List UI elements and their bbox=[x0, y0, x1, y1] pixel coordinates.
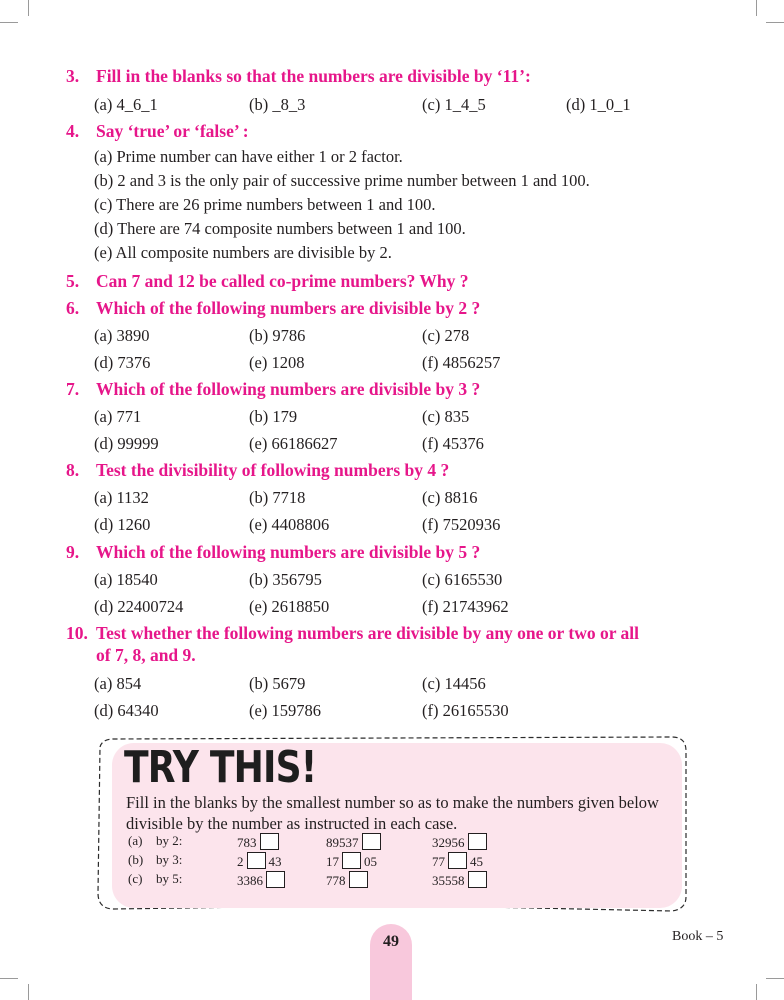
q6-option-b: (b) 9786 bbox=[249, 326, 306, 345]
q6-option-a: (a) 3890 bbox=[94, 326, 150, 345]
blank-box[interactable] bbox=[260, 833, 279, 850]
blank-box[interactable] bbox=[448, 852, 467, 869]
try-row-a-item-2: 89537 bbox=[326, 833, 384, 851]
crop-mark bbox=[766, 22, 784, 23]
crop-mark bbox=[766, 978, 784, 979]
q4-statement-d: (d) There are 74 composite numbers between 1 and 100. bbox=[94, 219, 466, 238]
q7-option-c: (c) 835 bbox=[422, 407, 470, 426]
q8-option-e: (e) 4408806 bbox=[249, 515, 330, 534]
page-number: 49 bbox=[383, 933, 399, 950]
crop-mark bbox=[756, 984, 757, 1000]
question-7-heading: 7. Which of the following numbers are divisible by 3 ? bbox=[66, 379, 481, 399]
try-row-a-item-1: 783 bbox=[237, 833, 282, 851]
q3-option-d: (d) 1_0_1 bbox=[566, 95, 631, 114]
crop-mark bbox=[0, 978, 18, 979]
q4-statement-c: (c) There are 26 prime numbers between 1 and 100. bbox=[94, 195, 436, 214]
blank-box[interactable] bbox=[468, 833, 487, 850]
try-row-b-by: by 3: bbox=[156, 852, 183, 867]
try-row-c-by: by 5: bbox=[156, 871, 183, 886]
crop-mark bbox=[0, 22, 18, 23]
try-row-a-label: (a) bbox=[128, 833, 143, 848]
blank-box[interactable] bbox=[342, 852, 361, 869]
try-row-b-label: (b) bbox=[128, 852, 144, 867]
q8-option-a: (a) 1132 bbox=[94, 488, 149, 507]
blank-box[interactable] bbox=[349, 871, 368, 888]
q7-option-b: (b) 179 bbox=[249, 407, 298, 426]
question-10-heading: 10. Test whether the following numbers are divisible by any one or two or all bbox=[66, 623, 640, 643]
q9-option-f: (f) 21743962 bbox=[422, 597, 509, 616]
q10-option-b: (b) 5679 bbox=[249, 674, 306, 693]
q9-option-e: (e) 2618850 bbox=[249, 597, 330, 616]
try-row-b-item-2: 17 05 bbox=[326, 854, 377, 869]
q10-option-a: (a) 854 bbox=[94, 674, 142, 693]
q8-option-f: (f) 7520936 bbox=[422, 515, 501, 534]
try-row-c-item-1: 3386 bbox=[237, 871, 288, 889]
q6-option-e: (e) 1208 bbox=[249, 353, 305, 372]
try-row-c-item-2: 778 bbox=[326, 871, 371, 889]
q10-option-e: (e) 159786 bbox=[249, 701, 321, 720]
q4-statement-a: (a) Prime number can have either 1 or 2 factor. bbox=[94, 147, 403, 166]
question-5-heading: 5. Can 7 and 12 be called co-prime numbers? Why ? bbox=[66, 271, 469, 291]
q7-option-d: (d) 99999 bbox=[94, 434, 159, 453]
try-row-a-by: by 2: bbox=[156, 833, 183, 848]
try-row-a-item-3: 32956 bbox=[432, 833, 490, 851]
q8-option-c: (c) 8816 bbox=[422, 488, 478, 507]
q9-option-a: (a) 18540 bbox=[94, 570, 158, 589]
question-8-heading: 8. Test the divisibility of following numbers by 4 ? bbox=[66, 460, 450, 480]
q10-option-c: (c) 14456 bbox=[422, 674, 486, 693]
q3-option-b: (b) _8_3 bbox=[249, 95, 306, 114]
blank-box[interactable] bbox=[468, 871, 487, 888]
q6-option-d: (d) 7376 bbox=[94, 353, 151, 372]
question-6-heading: 6. Which of the following numbers are divisible by 2 ? bbox=[66, 298, 481, 318]
try-row-b-item-1: 2 43 bbox=[237, 854, 282, 869]
q4-statement-e: (e) All composite numbers are divisible by 2. bbox=[94, 243, 392, 262]
q7-option-e: (e) 66186627 bbox=[249, 434, 338, 453]
book-label: Book – 5 bbox=[672, 929, 724, 944]
try-this-instruction: Fill in the blanks by the smallest number so as to make the numbers given below divisible by the number as instructed in each case. bbox=[126, 793, 659, 833]
q9-option-d: (d) 22400724 bbox=[94, 597, 184, 616]
blank-box[interactable] bbox=[247, 852, 266, 869]
q3-option-a: (a) 4_6_1 bbox=[94, 95, 158, 114]
question-3-heading: 3. Fill in the blanks so that the numbers are divisible by ‘11’: bbox=[66, 66, 531, 86]
blank-box[interactable] bbox=[362, 833, 381, 850]
q9-option-b: (b) 356795 bbox=[249, 570, 322, 589]
try-row-b-item-3: 77 45 bbox=[432, 854, 483, 869]
crop-mark bbox=[28, 0, 29, 16]
try-row-c-label: (c) bbox=[128, 871, 143, 886]
crop-mark bbox=[756, 0, 757, 16]
question-4-heading: 4. Say ‘true’ or ‘false’ : bbox=[66, 121, 249, 141]
q8-option-b: (b) 7718 bbox=[249, 488, 306, 507]
question-9-heading: 9. Which of the following numbers are divisible by 5 ? bbox=[66, 542, 481, 562]
try-row-c-item-3: 35558 bbox=[432, 871, 490, 889]
q9-option-c: (c) 6165530 bbox=[422, 570, 503, 589]
q7-option-a: (a) 771 bbox=[94, 407, 142, 426]
q6-option-f: (f) 4856257 bbox=[422, 353, 501, 372]
q3-option-c: (c) 1_4_5 bbox=[422, 95, 486, 114]
blank-box[interactable] bbox=[266, 871, 285, 888]
q10-option-f: (f) 26165530 bbox=[422, 701, 509, 720]
q6-option-c: (c) 278 bbox=[422, 326, 470, 345]
crop-mark bbox=[28, 984, 29, 1000]
q10-option-d: (d) 64340 bbox=[94, 701, 159, 720]
q7-option-f: (f) 45376 bbox=[422, 434, 484, 453]
question-10-heading-cont: of 7, 8, and 9. bbox=[96, 645, 196, 665]
q4-statement-b: (b) 2 and 3 is the only pair of successive prime number between 1 and 100. bbox=[94, 171, 590, 190]
try-this-title: TRY THIS! bbox=[124, 742, 317, 793]
q8-option-d: (d) 1260 bbox=[94, 515, 151, 534]
